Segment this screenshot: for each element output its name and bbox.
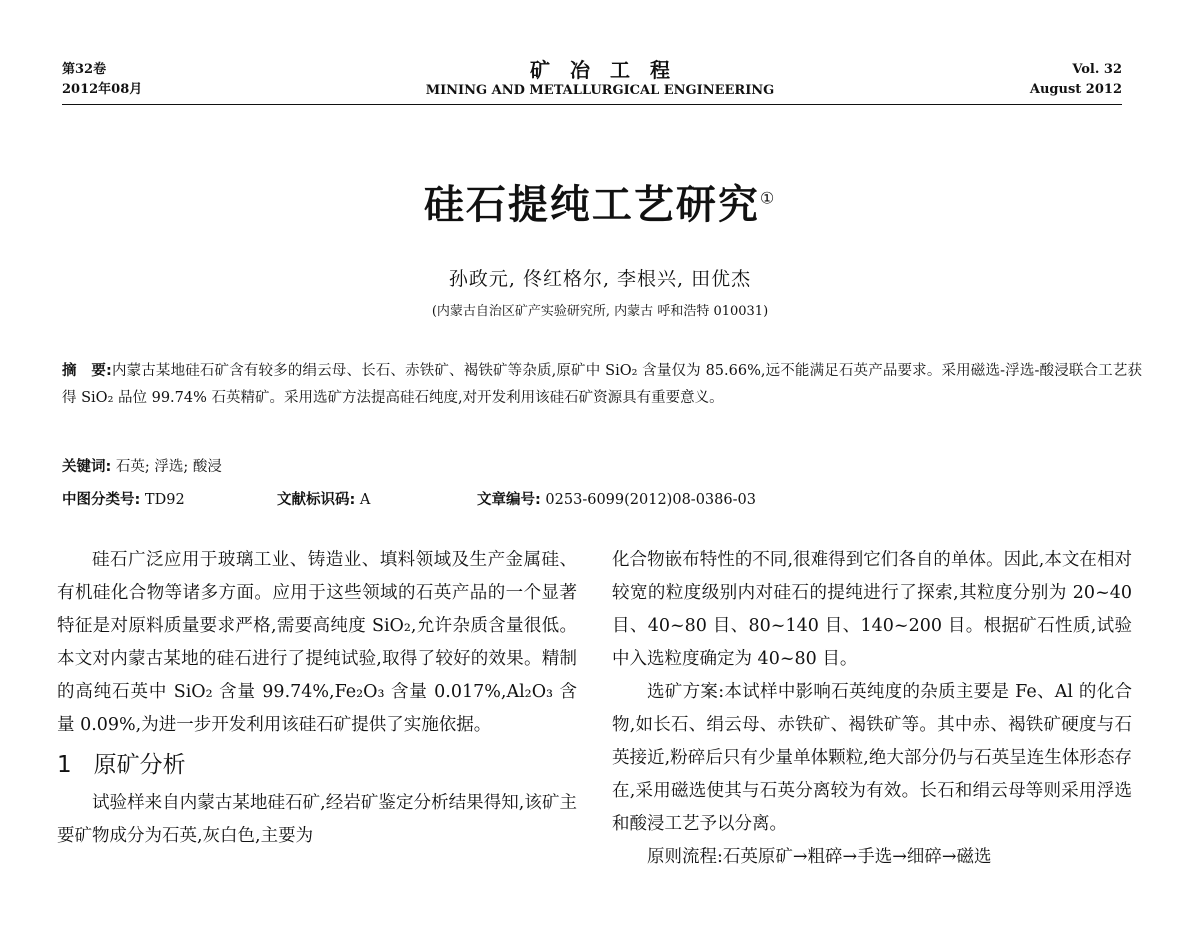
clc-group [62,488,277,509]
authors: 孙政元, 佟红格尔, 李根兴, 田优杰 [448,268,752,290]
flowsheet-paragraph: 原则流程:石英原矿→粗碎→手选→细碎→磁选 [647,847,992,867]
doc-code-group [277,488,477,509]
volume-en: Vol. 32 [1072,62,1122,77]
beneficiation-scheme-paragraph: 选矿方案:本试样中影响石英纯度的杂质主要是 Fe、Al 的化合物,如长石、绢云母、赤铁矿、褐铁矿等。其中赤、褐铁矿硬度与石英接近,粉碎后只有少量单体颗粒,绝大部分仍与石英呈连生体形态存在,采用磁选使其与石英分离较为有效。长石和绢云母等则采用浮选和酸浸工艺予以分离。 [612,682,1132,834]
abstract [62,358,1142,412]
affiliation: (内蒙古自治区矿产实验研究所, 内蒙古 呼和浩特 010031) [431,304,769,319]
section-title: 原矿分析 [93,752,186,778]
classification-line [62,488,1062,509]
date-en: August 2012 [1029,82,1122,97]
header-right [1030,60,1122,100]
paper-title [0,173,1200,230]
right-column [612,544,1132,874]
header-left [62,60,142,100]
section-1-paragraph: 试验样来自内蒙古某地硅石矿,经岩矿鉴定分析结果得知,该矿主要矿物成分为石英,灰白色,主要为 [57,793,577,846]
header-center [400,58,800,100]
article-no-group [477,488,756,509]
title-footnote-mark: ① [759,188,777,208]
abstract-text: 内蒙古某地硅石矿含有较多的绢云母、长石、赤铁矿、褐铁矿等杂质,原矿中 SiO₂ 含量仅为 85.66%,远不能满足石英产品要求。采用磁选-浮选-酸浸联合工艺获得 SiO₂ 品位 99.74% 石英精矿。采用选矿方法提高硅石纯度,对开发利用该硅石矿资源具有重要意义。 [62,363,1142,406]
keywords-text: 石英; 浮选; 酸浸 [115,459,222,475]
date-cn: 2012年08月 [62,82,143,97]
doc-code-value: A [359,492,371,508]
journal-title-cn: 矿冶工程 [530,58,690,82]
abstract-label: 摘 要: [62,363,112,379]
intro-paragraph: 硅石广泛应用于玻璃工业、铸造业、填料领域及生产金属硅、有机硅化合物等诸多方面。应用于这些领域的石英产品的一个显著特征是对原料质量要求严格,需要高纯度 SiO₂,允许杂质含量很低。本文对内蒙古某地的硅石进行了提纯试验,取得了较好的效果。精制的高纯石英中 SiO₂ 含量 99.74%,Fe₂O₃ 含量 0.017%,Al₂O₃ 含量 0.09%,为进一步开发利用该硅石矿提供了实施依据。 [57,550,577,735]
section-heading [57,750,577,780]
section-number: 1 [57,752,72,778]
doc-code-label: 文献标识码: [277,492,356,508]
header-rule [62,104,1122,105]
keywords [62,455,222,476]
left-column [57,544,577,853]
keywords-label: 关键词: [62,459,112,475]
article-no-value: 0253-6099(2012)08-0386-03 [545,492,756,508]
volume-cn: 第32卷 [62,62,107,77]
article-no-label: 文章编号: [477,492,541,508]
title-text: 硅石提纯工艺研究 [423,182,760,228]
clc-value: TD92 [144,492,185,508]
journal-title-en: MINING AND METALLURGICAL ENGINEERING [425,83,775,98]
continued-paragraph: 化合物嵌布特性的不同,很难得到它们各自的单体。因此,本文在相对较宽的粒度级别内对硅石的提纯进行了探索,其粒度分别为 20~40 目、40~80 目、80~140 目、140~200 目。根据矿石性质,试验中入选粒度确定为 40~80 目。 [612,550,1132,669]
clc-label: 中图分类号: [62,492,141,508]
